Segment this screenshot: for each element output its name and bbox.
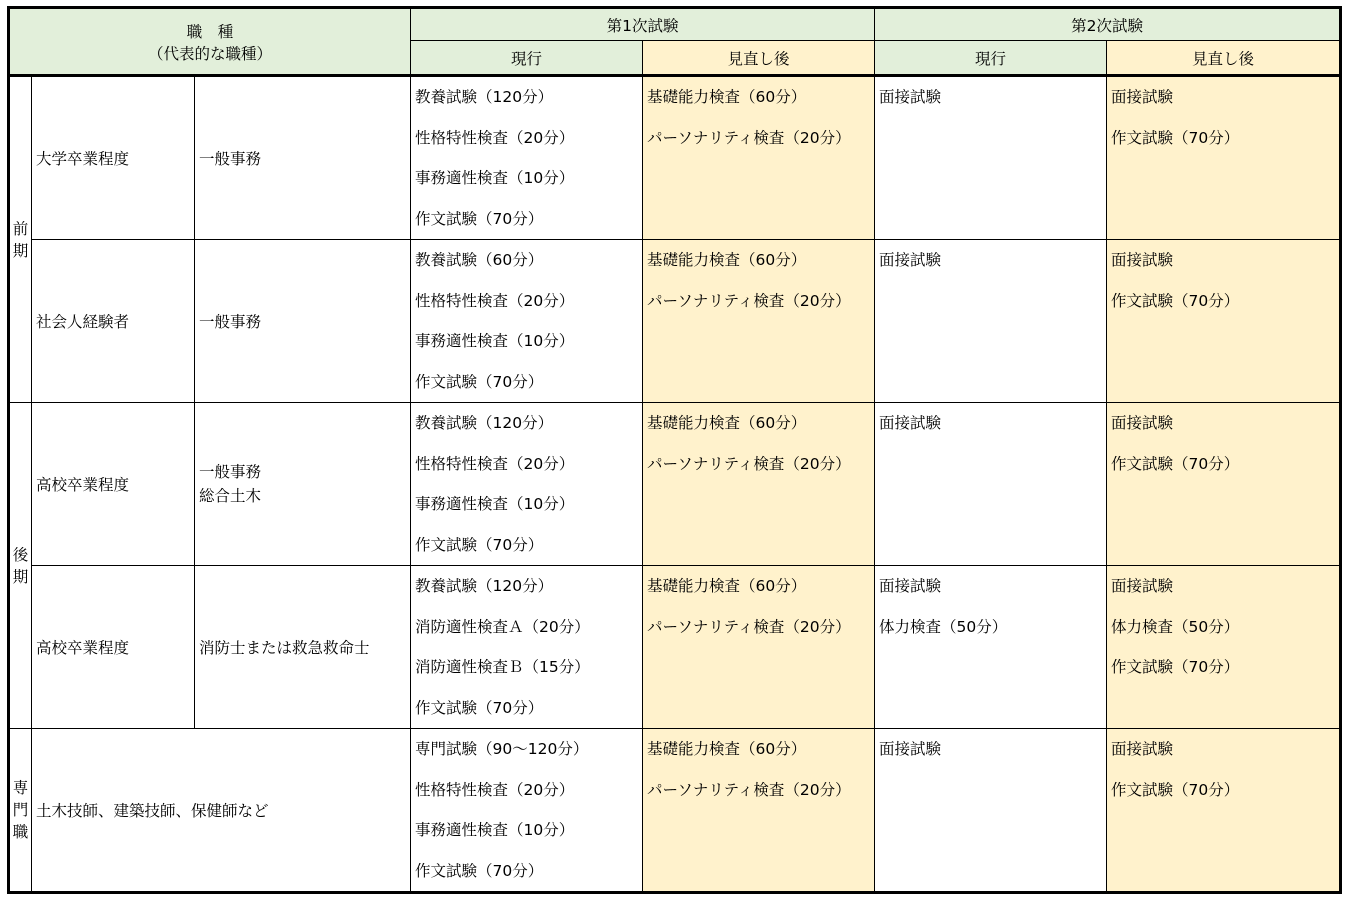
- exam-item: 教養試験（120分）: [415, 414, 554, 432]
- job-name: 一般事務: [199, 463, 262, 481]
- exam-item: 基礎能力検査（60分）: [647, 88, 807, 106]
- job-cell: [195, 566, 411, 729]
- category-cell: 高校卒業程度: [32, 403, 195, 566]
- second-revised-cell: [1107, 403, 1341, 566]
- exam-item: 事務適性検査（10分）: [415, 332, 575, 350]
- first-exam-header: 第1次試験: [411, 8, 875, 41]
- exam-item: 性格特性検査（20分）: [415, 780, 575, 799]
- exam-item: 基礎能力検査（60分）: [647, 251, 807, 269]
- exam-item: 作文試験（70分）: [1111, 780, 1240, 799]
- exam-item: 面接試験: [879, 251, 942, 269]
- first-revised-header: 見直し後: [643, 41, 875, 76]
- exam-item: 面接試験: [1111, 740, 1174, 758]
- exam-item: 体力検査（50分）: [1111, 617, 1240, 636]
- exam-item: 作文試験（70分）: [415, 372, 544, 391]
- exam-item: 作文試験（70分）: [1111, 454, 1240, 473]
- exam-item: 消防適性検査Ａ（20分）: [415, 617, 590, 636]
- exam-item: 性格特性検査（20分）: [415, 128, 575, 147]
- exam-item: 作文試験（70分）: [415, 861, 544, 880]
- period-early: 前期: [9, 76, 32, 403]
- exam-item: 教養試験（120分）: [415, 577, 554, 595]
- second-current-header: 現行: [875, 41, 1107, 76]
- second-revised-cell: [1107, 729, 1341, 893]
- second-current-cell: [875, 240, 1107, 403]
- table-row: [9, 403, 1341, 566]
- exam-item: パーソナリティ検査（20分）: [647, 291, 851, 310]
- exam-item: 基礎能力検査（60分）: [647, 740, 807, 758]
- first-revised-cell: [643, 566, 875, 729]
- category-cell: 土木技師、建築技師、保健師など: [32, 729, 411, 893]
- occupation-header: [9, 8, 411, 76]
- exam-item: 面接試験: [879, 414, 942, 432]
- second-current-cell: [875, 403, 1107, 566]
- job-name: 一般事務: [199, 313, 262, 331]
- table-row: [9, 240, 1341, 403]
- exam-item: 作文試験（70分）: [1111, 658, 1240, 676]
- first-current-cell: [411, 76, 643, 240]
- exam-item: パーソナリティ検査（20分）: [647, 780, 851, 799]
- second-revised-header: 見直し後: [1107, 41, 1341, 76]
- exam-item: 消防適性検査Ｂ（15分）: [415, 658, 590, 676]
- job-cell: [195, 403, 411, 566]
- exam-item: 作文試験（70分）: [415, 535, 544, 554]
- exam-item: 面接試験: [1111, 251, 1174, 269]
- table-row: [9, 729, 1341, 893]
- second-current-cell: [875, 76, 1107, 240]
- exam-item: パーソナリティ検査（20分）: [647, 128, 851, 147]
- occupation-sub-label: （代表的な職種）: [148, 44, 273, 63]
- period-specialist: 専門職: [9, 729, 32, 893]
- exam-item: 面接試験: [879, 577, 942, 595]
- job-name: 消防士または救急救命士: [199, 639, 370, 657]
- second-current-cell: [875, 729, 1107, 893]
- exam-item: 作文試験（70分）: [1111, 291, 1240, 310]
- exam-comparison-table: [7, 6, 1342, 894]
- first-current-header: 現行: [411, 41, 643, 76]
- exam-item: 面接試験: [1111, 414, 1174, 432]
- table-row: [9, 566, 1341, 729]
- first-current-cell: [411, 240, 643, 403]
- second-revised-cell: [1107, 240, 1341, 403]
- exam-item: 面接試験: [879, 88, 942, 106]
- exam-item: 教養試験（120分）: [415, 88, 554, 106]
- exam-item: 事務適性検査（10分）: [415, 169, 575, 187]
- exam-item: 面接試験: [879, 740, 942, 758]
- second-exam-header: 第2次試験: [875, 8, 1341, 41]
- job-cell: [195, 240, 411, 403]
- first-revised-cell: [643, 76, 875, 240]
- category-cell: 高校卒業程度: [32, 566, 195, 729]
- exam-item: 体力検査（50分）: [879, 617, 1008, 636]
- exam-item: 基礎能力検査（60分）: [647, 577, 807, 595]
- job-name: 一般事務: [199, 150, 262, 168]
- job-cell: [195, 76, 411, 240]
- second-revised-cell: [1107, 76, 1341, 240]
- second-current-cell: [875, 566, 1107, 729]
- exam-item: パーソナリティ検査（20分）: [647, 617, 851, 636]
- exam-item: 性格特性検査（20分）: [415, 454, 575, 473]
- first-revised-cell: [643, 729, 875, 893]
- exam-item: 作文試験（70分）: [415, 698, 544, 717]
- exam-item: 基礎能力検査（60分）: [647, 414, 807, 432]
- exam-item: 面接試験: [1111, 577, 1174, 595]
- exam-item: 作文試験（70分）: [1111, 128, 1240, 147]
- first-revised-cell: [643, 403, 875, 566]
- first-current-cell: [411, 729, 643, 893]
- exam-item: 作文試験（70分）: [415, 209, 544, 228]
- job-name: 総合土木: [199, 487, 262, 505]
- first-revised-cell: [643, 240, 875, 403]
- exam-item: 専門試験（90～120分）: [415, 740, 589, 758]
- exam-item: 性格特性検査（20分）: [415, 291, 575, 310]
- first-current-cell: [411, 566, 643, 729]
- exam-item: 教養試験（60分）: [415, 251, 544, 269]
- category-cell: 大学卒業程度: [32, 76, 195, 240]
- table-row: [9, 76, 1341, 240]
- exam-item: パーソナリティ検査（20分）: [647, 454, 851, 473]
- exam-item: 面接試験: [1111, 88, 1174, 106]
- exam-item: 事務適性検査（10分）: [415, 821, 575, 839]
- first-current-cell: [411, 403, 643, 566]
- category-cell: 社会人経験者: [32, 240, 195, 403]
- second-revised-cell: [1107, 566, 1341, 729]
- exam-item: 事務適性検査（10分）: [415, 495, 575, 513]
- occupation-label: 職 種: [186, 22, 234, 41]
- period-late: 後期: [9, 403, 32, 729]
